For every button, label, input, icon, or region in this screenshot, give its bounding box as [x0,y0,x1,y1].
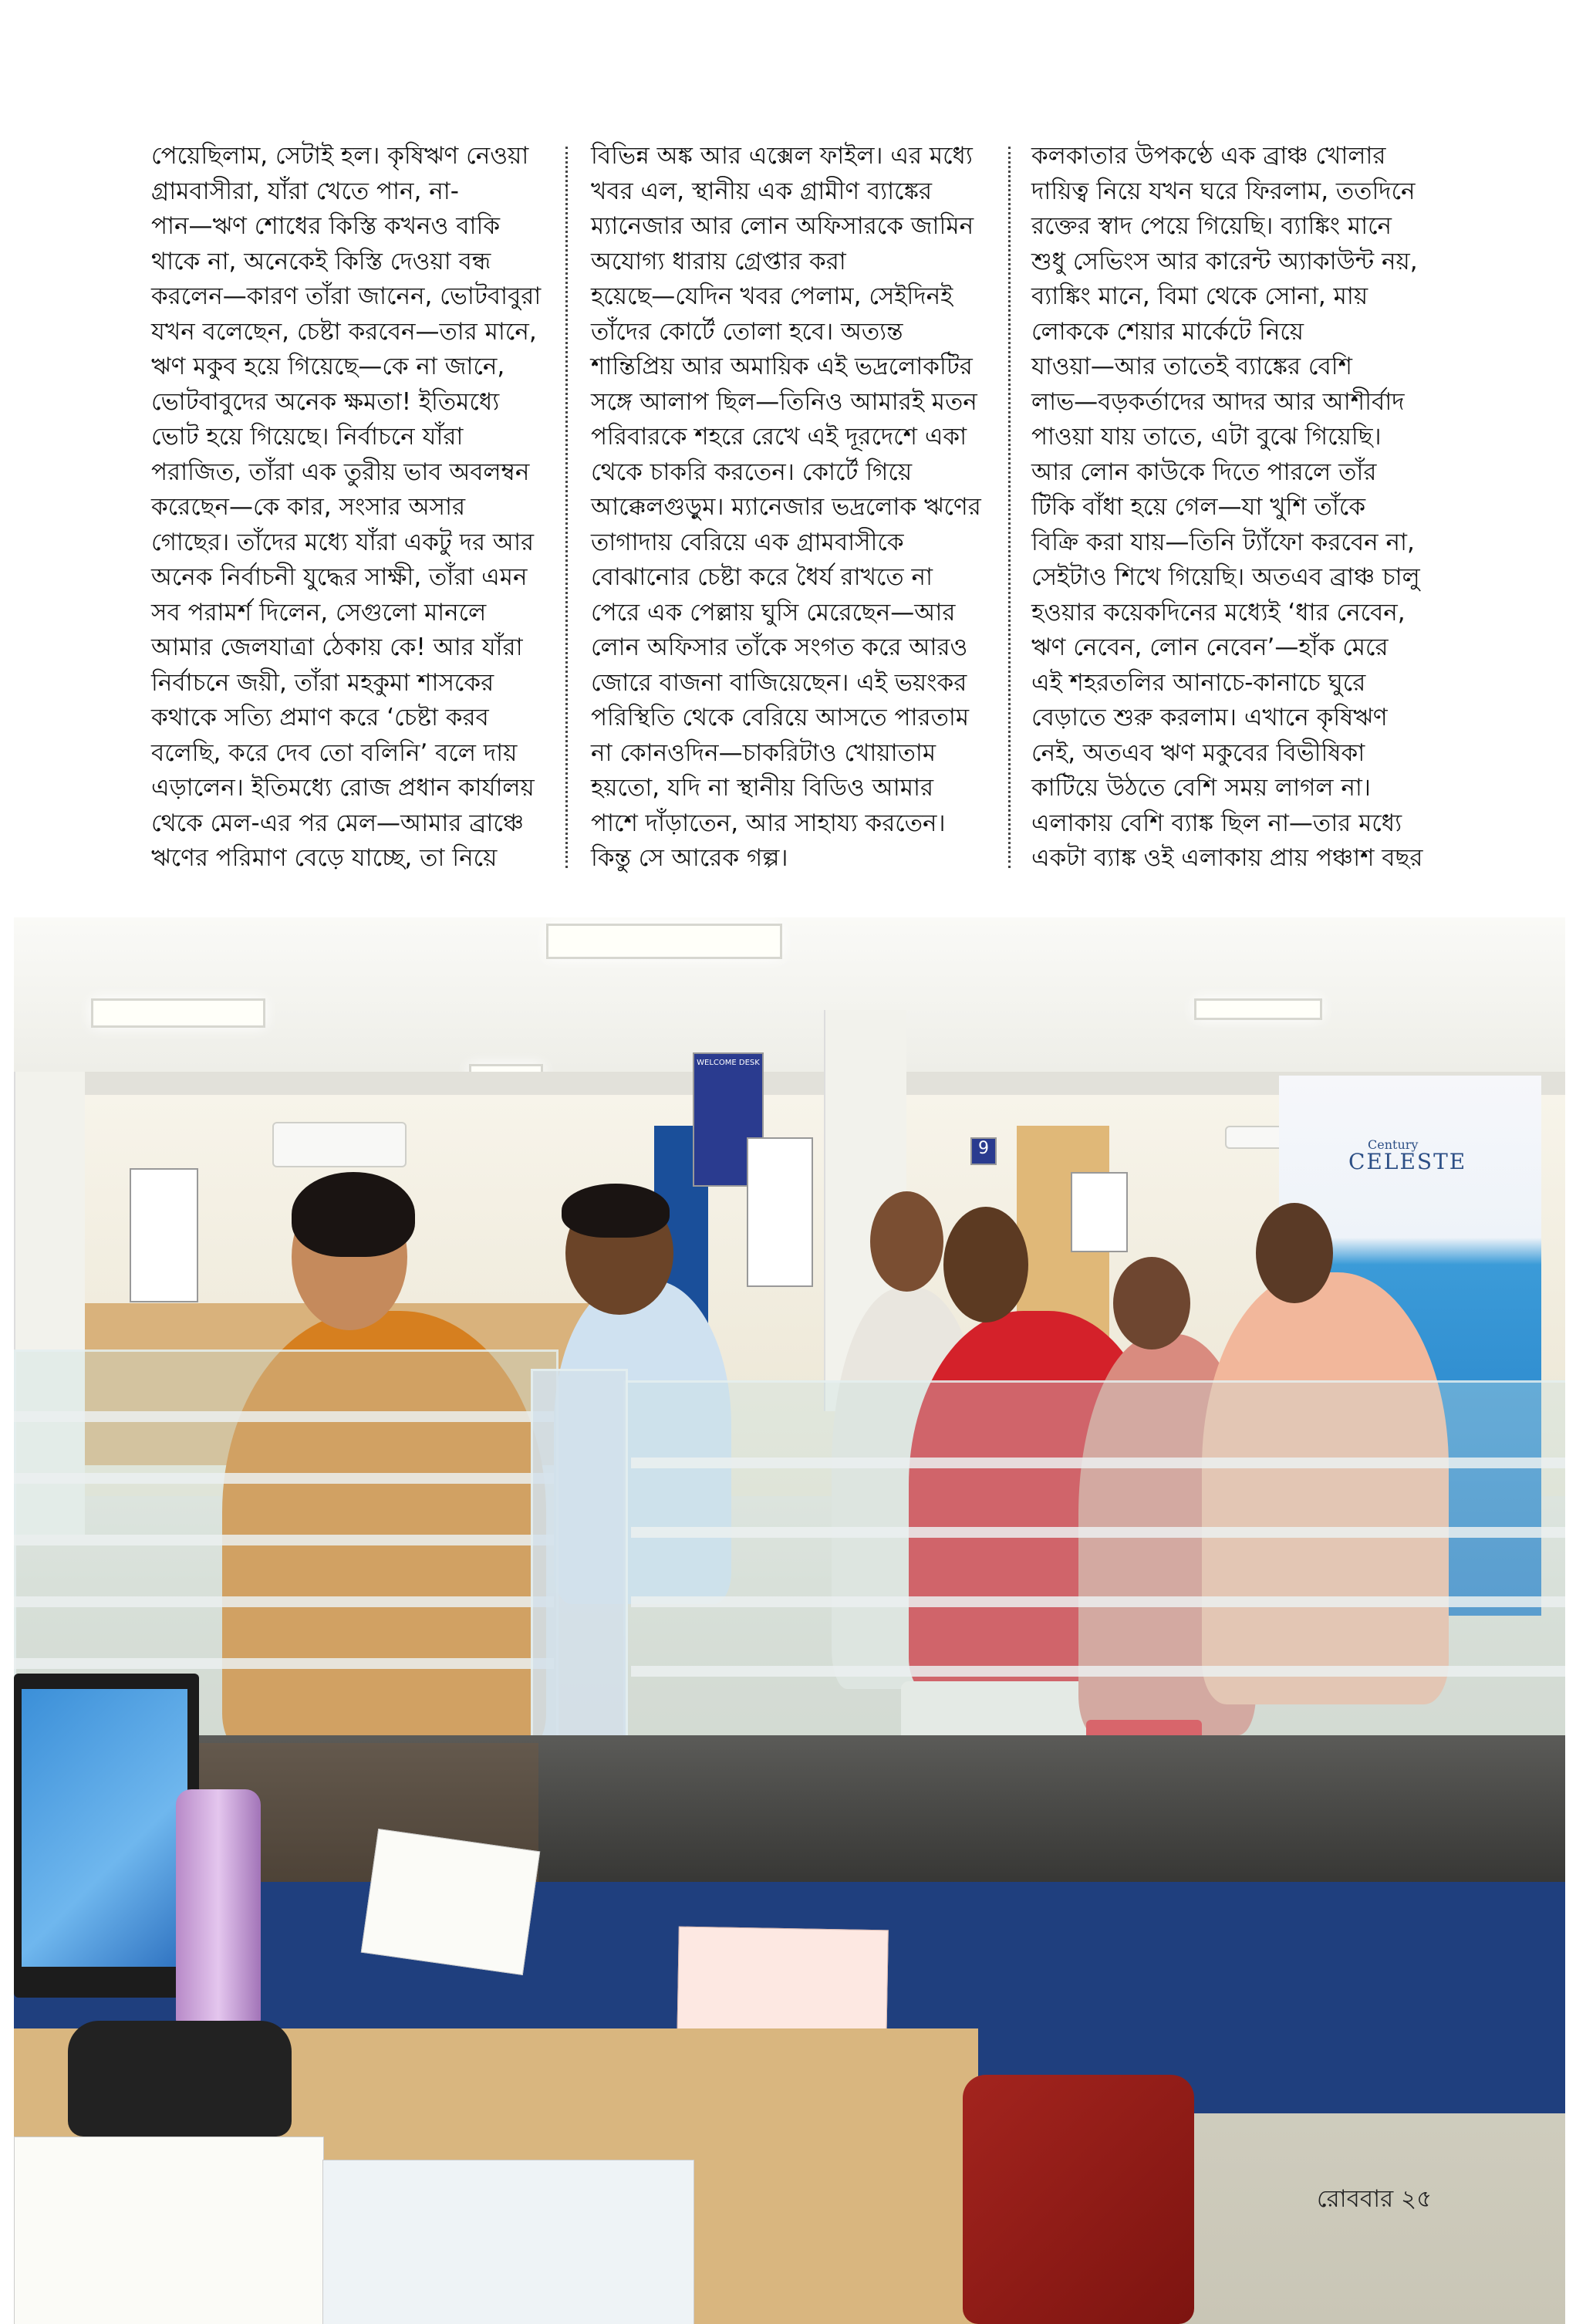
text-line: ভোট হয়ে গিয়েছে। নির্বাচনে যাঁরা [151,423,464,451]
paper-forms [14,2137,324,2324]
customer-hair [562,1184,670,1238]
text-line: পরিস্থিতি থেকে বেরিয়ে আসতে পারতাম [591,704,970,731]
customer-head [870,1191,943,1292]
page-footer: রোববার ২৫ [1317,2185,1433,2213]
text-line: লোন অফিসার তাঁকে সংগত করে আরও [591,633,968,661]
text-line: অযোগ্য ধারায় গ্রেপ্তার করা [591,247,846,275]
ceiling-light [546,924,782,959]
text-line: বলেছি, করে দেব তো বলিনি’ বলে দায় [151,738,518,767]
text-line: শান্তিপ্রিয় আর অমায়িক এই ভদ্রলোকটির [591,353,973,380]
text-line: ভোটবাবুদের অনেক ক্ষমতা! ইতিমধ্যে [151,387,500,416]
text-line: হয়েছে—যেদিন খবর পেলাম, সেইদিনই [591,282,953,310]
ceiling-light [1194,998,1322,1020]
glass-stripe [14,1473,554,1484]
red-handbag [963,2075,1194,2324]
customer-head [943,1207,1028,1322]
text-line: একটা ব্যাঙ্ক ওই এলাকায় প্রায় পঞ্চাশ বছর [1031,844,1423,872]
notice-board [130,1168,198,1302]
text-line: না কোনওদিন—চাকরিটাও খোয়াতাম [591,738,936,767]
text-line: হয়তো, যদি না স্থানীয় বিডিও আমার [591,774,934,802]
text-line: তাগাদায় বেরিয়ে এক গ্রামবাসীকে [591,528,904,556]
text-line: পরাজিত, তাঁরা এক তুরীয় ভাব অবলম্বন [151,458,530,486]
text-line: এলাকায় বেশি ব্যাঙ্ক ছিল না—তার মধ্যে [1031,809,1402,837]
text-line: নেই, অতএব ঋণ মকুবের বিভীষিকা [1031,738,1365,767]
text-line: যখন বলেছেন, চেষ্টা করবেন—তার মানে, [151,317,537,346]
text-line: অনেক নির্বাচনী যুদ্ধের সাক্ষী, তাঁরা এমন [151,563,528,591]
text-line: পেয়েছিলাম, সেটাই হল। কৃষিঋণ নেওয়া [151,142,529,170]
text-line: সঙ্গে আলাপ ছিল—তিনিও আমারই মতন [591,387,977,416]
text-line: লোককে শেয়ার মার্কেটে নিয়ে [1031,317,1304,346]
glass-stripe [631,1458,1565,1468]
text-line: এই শহরতলির আনাচে-কানাচে ঘুরে [1031,668,1366,697]
text-line: থাকে না, অনেকেই কিস্তি দেওয়া বন্ধ [151,247,491,275]
bank-counter-photo [14,917,1565,2324]
teller-hair [292,1172,415,1257]
monitor-screen [22,1689,187,1967]
text-line: ম্যানেজার আর লোন অফিসারকে জামিন [591,212,974,240]
text-line: বোঝানোর চেষ্টা করে ধৈর্য রাখতে না [591,563,933,591]
text-line: কলকাতার উপকণ্ঠে এক ব্রাঞ্চ খোলার [1031,142,1386,170]
text-line: লাভ—বড়কর্তাদের আদর আর আশীর্বাদ [1031,387,1405,416]
text-line: এড়ালেন। ইতিমধ্যে রোজ প্রধান কার্যালয় [151,774,535,802]
text-line: সেইটাও শিখে গিয়েছি। অতএব ব্রাঞ্চ চালু [1031,563,1420,591]
desk-phone [68,2021,292,2137]
text-column-2 [591,139,992,877]
water-bottle [176,1789,261,2028]
glass-stripe [14,1411,554,1422]
text-line: আমার জেলযাত্রা ঠেকায় কে! আর যাঁরা [151,633,523,661]
text-line: জোরে বাজনা বাজিয়েছেন। এই ভয়ংকর [591,668,967,697]
counter-number: 9 [978,1139,989,1158]
column-divider [565,147,568,868]
glass-stripe [631,1527,1565,1538]
text-line: নির্বাচনে জয়ী, তাঁরা মহকুমা শাসকের [151,668,494,697]
text-line: পাওয়া যায় তাতে, এটা বুঝে গিয়েছি। [1031,423,1382,451]
text-line: ঋণ নেবেন, লোন নেবেন’—হাঁক মেরে [1031,633,1389,661]
counter-number-sign [970,1137,997,1165]
text-line: বিভিন্ন অঙ্ক আর এক্সেল ফাইল। এর মধ্যে [591,142,973,170]
text-column-3 [1031,139,1433,877]
text-line: যাওয়া—আর তাতেই ব্যাঙ্কের বেশি [1031,353,1352,380]
text-line: ব্যাঙ্কিং মানে, বিমা থেকে সোনা, মায় [1031,282,1368,310]
glass-stripe [631,1596,1565,1607]
text-line: পাশে দাঁড়াতেন, আর সাহায্য করতেন। [591,809,946,837]
text-line: সব পরামর্শ দিলেন, সেগুলো মানলে [151,598,487,627]
glass-stripe [14,1535,554,1545]
text-line: ঋণের পরিমাণ বেড়ে যাচ্ছে, তা নিয়ে [151,844,498,872]
paper-forms [322,2160,694,2324]
text-line: টিকি বাঁধা হয়ে গেল—যা খুশি তাঁকে [1031,493,1366,521]
text-line: থেকে মেল-এর পর মেল—আমার ব্রাঞ্চে [151,809,524,837]
ceiling-light [91,998,265,1028]
text-line: দায়িত্ব নিয়ে যখন ঘরে ফিরলাম, ততদিনে [1031,177,1416,205]
text-line: রক্তের স্বাদ পেয়ে গিয়েছি। ব্যাঙ্কিং মানে [1031,212,1392,240]
glass-stripe [14,1596,554,1607]
text-line: করলেন—কারণ তাঁরা জানেন, ভোটবাবুরা [151,282,542,310]
text-line: কাটিয়ে উঠতে বেশি সময় লাগল না। [1031,774,1371,802]
text-line: গোছের। তাঁদের মধ্যে যাঁরা একটু দর আর [151,528,535,556]
text-column-1 [151,139,552,877]
customer-head [1256,1203,1333,1303]
text-line: পরিবারকে শহরে রেখে এই দূরদেশে একা [591,423,967,451]
text-line: বিক্রি করা যায়—তিনি ট্যাঁফো করবেন না, [1031,528,1415,556]
welcome-desk-label: WELCOME DESK [697,1059,760,1067]
glass-stripe [14,1658,554,1669]
text-line: আর লোন কাউকে দিতে পারলে তাঁর [1031,458,1377,486]
air-conditioner [272,1122,407,1167]
text-line: কথাকে সত্যি প্রমাণ করে ‘চেষ্টা করব [151,704,489,731]
text-line: পেরে এক পেল্লায় ঘুসি মেরেছেন—আর [591,598,956,627]
column-divider [1008,147,1011,868]
text-line: ঋণ মকুব হয়ে গিয়েছে—কে না জানে, [151,353,505,380]
glass-stripe [631,1666,1565,1677]
celeste-brand: Century [1368,1137,1419,1152]
ceiling [14,917,1565,1072]
celeste-title: CELESTE [1348,1149,1467,1174]
paper-slip [361,1829,540,1975]
text-line: আক্কেলগুড়ুম। ম্যানেজার ভদ্রলোক ঋণের [591,493,981,521]
computer-monitor [14,1674,199,1998]
text-line: শুধু সেভিংস আর কারেন্ট অ্যাকাউন্ট নয়, [1031,247,1418,275]
notice-board [747,1137,813,1287]
text-line: গ্রামবাসীরা, যাঁরা খেতে পান, না- [151,177,459,205]
text-line: করেছেন—কে কার, সংসার অসার [151,493,466,521]
notice-board [1071,1172,1128,1252]
text-line: বেড়াতে শুরু করলাম। এখানে কৃষিঋণ [1031,704,1388,731]
text-line: হওয়ার কয়েকদিনের মধ্যেই ‘ধার নেবেন, [1031,598,1406,627]
text-line: থেকে চাকরি করতেন। কোর্টে গিয়ে [591,458,913,486]
text-line: খবর এল, স্থানীয় এক গ্রামীণ ব্যাঙ্কের [591,177,933,205]
text-line: কিন্তু সে আরেক গল্প। [591,844,788,872]
text-line: পান—ঋণ শোধের কিস্তি কখনও বাকি [151,212,501,240]
customer-head [1113,1257,1190,1349]
text-line: তাঁদের কোর্টে তোলা হবে। অত্যন্ত [591,317,903,346]
